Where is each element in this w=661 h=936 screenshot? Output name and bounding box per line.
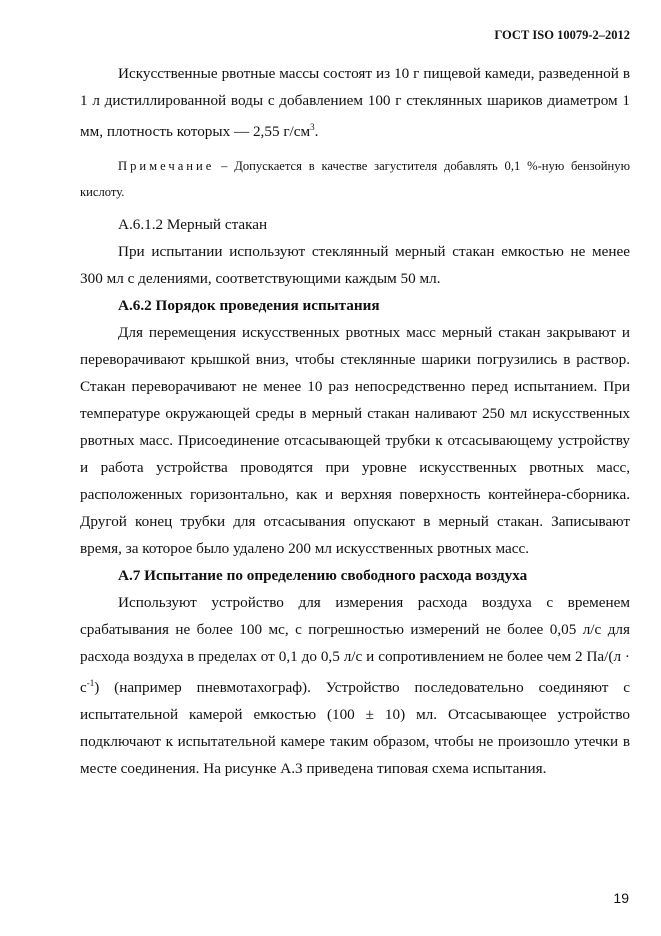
document-body: [80, 60, 630, 782]
paragraph-air-flow-test: [80, 589, 630, 782]
superscript: 3: [310, 122, 315, 132]
paragraph-end: .: [314, 123, 319, 141]
note: [80, 153, 630, 205]
section-heading-a612: А.6.1.2 Мерный стакан: [118, 216, 268, 234]
paragraph-text-b: ) (например пневмотахограф). Устройство последовательно соединяют с испытательной камерой емкостью (100 ± 10) мл. Отсасывающее устройство подключают к испытательной камере таким образом, чтобы не произошло утечки в месте соединения. На рисунке А.3 приведена типовая схема испытания.: [80, 679, 630, 778]
page-number: 19: [613, 890, 629, 906]
document-header: ГОСТ ISO 10079-2–2012: [494, 28, 630, 42]
note-label: Примечание: [118, 159, 215, 174]
paragraph-text: Искусственные рвотные массы состоят из 10 г пищевой камеди, разведенной в 1 л дистиллированной воды с добавлением 100 г стеклянных шариков диаметром 1 мм, плотность которых — 2,55 г/см: [80, 65, 630, 141]
note-text: – Допускается в качестве загустителя добавлять 0,1 %-ную бензойную кислоту.: [80, 159, 630, 200]
section-heading-a62: А.6.2 Порядок проведения испытания: [118, 297, 380, 315]
paragraph-artificial-vomit: [80, 60, 630, 145]
paragraph-test-procedure: Для перемещения искусственных рвотных масс мерный стакан закрывают и переворачивают крышкой вниз, чтобы стеклянные шарики погрузились в раствор. Стакан переворачивают не менее 10 раз непосредственно перед испытанием. При температуре окружающей среды в мерный стакан наливают 250 мл искусственных рвотных масс. Присоединение отсасывающей трубки к отсасывающему устройству и работа устройства проводятся при уровне искусственных рвотных масс, расположенных горизонтально, как и верхняя поверхность контейнера-сборника. Другой конец трубки для отсасывания опускают в мерный стакан. Записывают время, за которое было удалено 200 мл искусственных рвотных масс.: [80, 324, 630, 558]
superscript: -1: [86, 678, 95, 689]
section-heading-a7: А.7 Испытание по определению свободного расхода воздуха: [118, 567, 528, 585]
paragraph-measuring-cup: При испытании используют стеклянный мерный стакан емкостью не менее 300 мл с делениями, соответствующими каждым 50 мл.: [80, 243, 630, 288]
paragraph-text-a: Используют устройство для измерения расхода воздуха с временем срабатывания не более 100 мс, с погрешностью измерений не более 0,05 л/с для расхода воздуха в пределах от 0,1 до 0,5 л/с и сопротивлением не более чем 2 Па/(л · с: [80, 594, 630, 697]
